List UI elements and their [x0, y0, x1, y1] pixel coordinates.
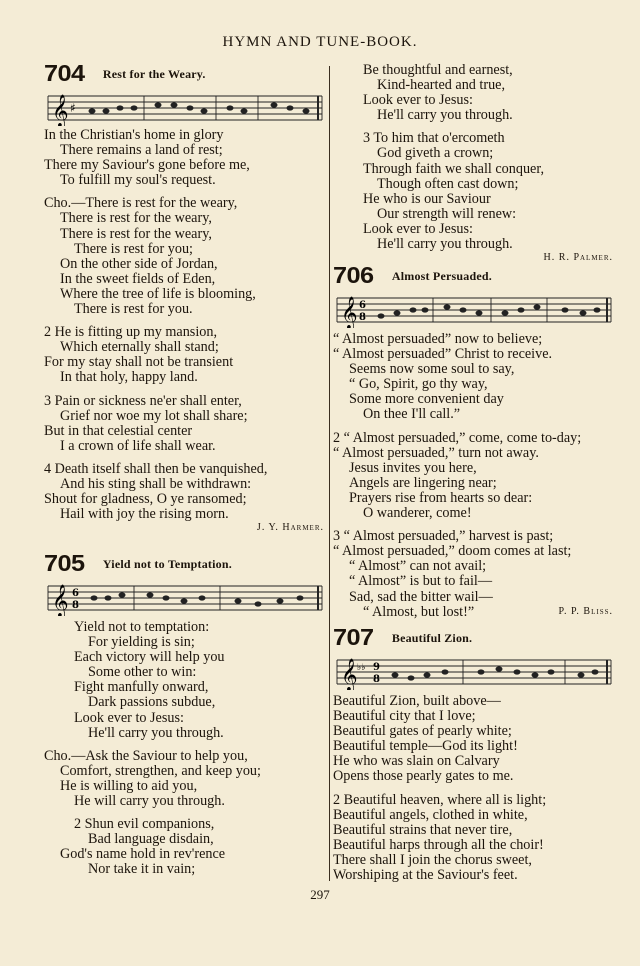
lyric-line: “ Almost” is but to fail— — [349, 573, 493, 590]
lyric-line: O wanderer, come! — [363, 505, 472, 522]
svg-text:8: 8 — [373, 674, 380, 685]
hymn-705 — [44, 550, 324, 878]
lyric-line: Beautiful angels, clothed in white, — [333, 806, 528, 823]
lyric-line: Beautiful temple—God its light! — [333, 738, 518, 755]
lyric-line: He who was slain on Calvary — [333, 753, 500, 770]
lyric-line: Beautiful gates of pearly white; — [333, 723, 512, 740]
chorus-line: There is rest for the weary, — [60, 225, 212, 242]
lyric-line: Hail with joy the rising morn. — [60, 506, 229, 523]
lyric-line: “ Almost” can not avail; — [349, 558, 487, 575]
lyric-line: Look ever to Jesus: — [363, 92, 473, 109]
lyric-line: Kind-hearted and true, — [377, 77, 506, 94]
page-number: 297 — [310, 887, 330, 902]
column-divider — [329, 66, 330, 881]
hymn-number: 705 — [44, 550, 85, 576]
svg-text:9: 9 — [373, 662, 380, 673]
lyric-line: Be thoughtful and earnest, — [363, 62, 513, 78]
hymn-704 — [44, 60, 324, 534]
lyric-line: 3 To him that o'ercometh — [363, 130, 505, 147]
music-staff-706 — [333, 292, 613, 328]
lyric-line: 2 He is fitting up my mansion, — [44, 324, 218, 341]
lyric-line: Beautiful Zion, built above— — [333, 693, 501, 709]
lyric-line: To fulfill my soul's request. — [60, 172, 216, 189]
hymn-707-heading — [333, 624, 613, 654]
lyric-line: 3 Pain or sickness ne'er shall enter, — [44, 392, 242, 409]
lyric-line: Grief nor woe my lot shall share; — [60, 407, 248, 424]
svg-text:6: 6 — [359, 300, 366, 311]
lyric-line: 2 “ Almost persuaded,” come, come to-day; — [333, 429, 582, 446]
chorus-line: Cho.—There is rest for the weary, — [44, 195, 238, 212]
chorus-line: On the other side of Jordan, — [60, 255, 218, 272]
hymn-706-heading — [333, 262, 613, 292]
lyric-line: On thee I'll call.” — [363, 406, 461, 423]
lyric-line: 2 Shun evil companions, — [74, 816, 215, 833]
lyric-line: Opens those pearly gates to me. — [333, 768, 514, 785]
lyric-line: Prayers rise from hearts so dear: — [349, 489, 533, 506]
svg-text:𝄞: 𝄞 — [341, 296, 358, 328]
lyric-line: “ Almost, but lost!” — [363, 603, 475, 620]
music-staff-705 — [44, 580, 324, 616]
lyric-line: He'll carry you through. — [88, 724, 224, 741]
lyric-line: Some more convenient day — [349, 391, 504, 408]
hymn-author: H. R. Palmer. — [543, 252, 613, 264]
lyric-line: But in that celestial center — [44, 422, 193, 439]
lyric-line: Beautiful harps through all the choir! — [333, 836, 544, 853]
page-header: HYMN AND TUNE-BOOK. — [222, 34, 418, 50]
hymn-number: 704 — [44, 60, 85, 86]
lyric-line: Angels are lingering near; — [349, 474, 497, 491]
hymn-705-heading — [44, 550, 324, 580]
svg-text:♯: ♯ — [70, 101, 76, 115]
lyric-line: There shall I join the chorus sweet, — [333, 851, 532, 868]
lyric-line: Yield not to temptation: — [74, 619, 210, 635]
lyric-line: 4 Death itself shall then be vanquished, — [44, 460, 268, 477]
music-staff-704 — [44, 90, 324, 126]
lyric-line: Jesus invites you here, — [349, 459, 477, 476]
lyric-line: God giveth a crown; — [377, 145, 494, 162]
lyric-line: Some other to win: — [88, 664, 197, 681]
hymn-704-heading — [44, 60, 324, 90]
hymn-number: 706 — [333, 262, 374, 288]
svg-text:♭♭: ♭♭ — [357, 663, 366, 673]
lyric-line: In the Christian's home in glory — [44, 127, 224, 143]
lyric-line: There remains a land of rest; — [60, 142, 223, 159]
lyric-line: 2 Beautiful heaven, where all is light; — [333, 791, 547, 808]
lyric-line: He who is our Saviour — [363, 190, 491, 207]
hymn-author: P. P. Bliss. — [558, 605, 613, 617]
svg-text:6: 6 — [72, 588, 79, 599]
lyric-line: Worshiping at the Saviour's feet. — [333, 867, 518, 884]
chorus-line: He is willing to aid you, — [60, 777, 198, 794]
lyric-line: Our strength will renew: — [377, 205, 517, 222]
lyric-line: Which eternally shall stand; — [60, 339, 219, 356]
hymn-706 — [333, 262, 613, 618]
lyric-line: Fight manfully onward, — [74, 679, 209, 696]
lyric-line: Though often cast down; — [377, 175, 519, 192]
chorus-line: In the sweet fields of Eden, — [60, 270, 216, 287]
chorus-line: There is rest for you; — [74, 240, 193, 257]
chorus-line: There is rest for you. — [74, 301, 193, 318]
lyric-line: Dark passions subdue, — [88, 694, 216, 711]
lyric-line: “ Almost persuaded” now to believe; — [333, 331, 543, 347]
chorus-line: Cho.—Ask the Saviour to help you, — [44, 747, 248, 764]
lyric-line: Bad language disdain, — [88, 831, 214, 848]
lyric-line: There my Saviour's gone before me, — [44, 157, 250, 174]
lyric-line: God's name hold in rev'rence — [60, 846, 226, 863]
lyric-line: I a crown of life shall wear. — [60, 437, 216, 454]
lyric-line: “ Go, Spirit, go thy way, — [349, 376, 488, 393]
chorus-line: Where the tree of life is blooming, — [60, 285, 256, 302]
lyric-line: Beautiful city that I love; — [333, 708, 476, 725]
lyric-line: Sad, sad the bitter wail— — [349, 588, 493, 605]
lyric-line: Seems now some soul to say, — [349, 361, 515, 378]
lyric-line: “ Almost persuaded” Christ to receive. — [333, 346, 553, 363]
hymn-707 — [333, 624, 613, 883]
lyric-line: For my stay shall not be transient — [44, 354, 234, 371]
lyric-line: Look ever to Jesus: — [74, 709, 184, 726]
hymn-number: 707 — [333, 624, 374, 650]
hymn-title: Beautiful Zion. — [391, 631, 473, 645]
lyric-line: Look ever to Jesus: — [363, 220, 473, 237]
lyric-line: He'll carry you through. — [377, 236, 513, 253]
svg-text:8: 8 — [359, 312, 366, 323]
lyric-line: Shout for gladness, O ye ransomed; — [44, 491, 247, 508]
hymn-author: J. Y. Harmer. — [256, 522, 324, 534]
lyric-line: He'll carry you through. — [377, 107, 513, 124]
lyric-line: 3 “ Almost persuaded,” harvest is past; — [333, 528, 554, 545]
lyric-line: And his sting shall be withdrawn: — [60, 475, 252, 492]
svg-text:𝄞: 𝄞 — [52, 584, 69, 616]
svg-text:𝄞: 𝄞 — [52, 94, 69, 126]
lyric-line: “ Almost persuaded,” doom comes at last; — [333, 543, 572, 560]
lyric-line: Through faith we shall conquer, — [363, 160, 545, 177]
lyric-line: Each victory will help you — [74, 649, 225, 666]
lyric-line: “ Almost persuaded,” turn not away. — [333, 444, 539, 461]
lyric-line: Beautiful strains that never tire, — [333, 821, 513, 838]
chorus-line: Comfort, strengthen, and keep you; — [60, 762, 261, 779]
hymn-title: Almost Persuaded. — [391, 269, 492, 283]
svg-text:8: 8 — [72, 600, 79, 611]
music-staff-707 — [333, 654, 613, 690]
lyric-line: For yielding is sin; — [88, 634, 195, 651]
hymn-705-continued — [333, 63, 613, 264]
svg-text:𝄞: 𝄞 — [341, 658, 358, 690]
lyric-line: In that holy, happy land. — [60, 369, 198, 386]
hymn-title: Rest for the Weary. — [102, 67, 206, 81]
chorus-line: He will carry you through. — [74, 793, 225, 810]
chorus-line: There is rest for the weary, — [60, 210, 212, 227]
lyric-line: Nor take it in vain; — [88, 861, 196, 878]
hymn-title: Yield not to Temptation. — [102, 557, 232, 571]
